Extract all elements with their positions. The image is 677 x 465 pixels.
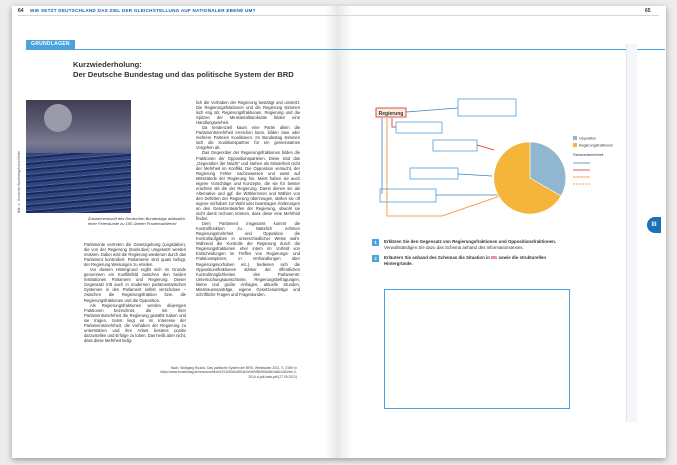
political-system-diagram [370, 96, 620, 231]
arrow-orange-2 [442, 196, 500, 216]
paragraph: Das Gegenüber der Regierungsfraktionen bilden die Fraktionen der Oppositionsparteien. Diese sind das „Gegenüber der Macht“ und stehen als Minderheit nicht der Mehrheit im Konflikt. Die Opposition versucht, der Regierung Fehler nachzuweisen und weist auf Missstände der Regierung hin. Meist haben sie auch eigene Vorschläge und Konzepte, die sie für besser erachten als die der Regierung. Damit dienen sie als Alternative und ggf. die Wählerinnen und Wähler von den Defiziten der Regierung überzeugen, stellen sie oft eigene Vorhaben zur Wahl oder beantragen Änderungen an den Gesetzentwürfen der Regierung, obwohl sie nicht damit rechnen können, dass diese eine Mehrheit finden. [196, 150, 300, 222]
arrow-to-top [406, 108, 458, 112]
blank-box-3 [410, 168, 458, 179]
paragraph: Dem Parlament insgesamt kommt die Kontrollfunktion zu. Natürlich nehmen Regierungsmehrheit und Opposition die Kontrollaufgaben in unterschiedlicher Weise wahr. Während die Kontrolle der Regierung durch die Regierungsfraktionen eher intern im Vorfeld von Entscheidungen im Treffen von Regierungs- und Fraktionsspitzen; in Verhandlungen über Regierungsvorhaben etc.), bedienen sich die Oppositionsfraktionen stärker der öffentlichen Kontrollmöglichkeiten des Parlaments: Untersuchungsausschüsse, Regierungsbefragungen, kleine und große Anfragen, aktuelle Stunden, Misstrauensanträge, eigene Gesetzesanträge und schriftliche Fragen und Fragestunden. [196, 221, 300, 297]
arrow-blue-2 [458, 174, 492, 176]
task-text: Erklären Sie den Gegensatz von Regierungsfraktionen und Oppositionsfraktionen. [384, 239, 556, 244]
section-badge: GRUNDLAGEN [26, 40, 75, 49]
task-number: 1 [372, 239, 379, 246]
blank-box-2 [433, 140, 477, 151]
legend-parlament-label: Parlamentsmehrheit [573, 153, 604, 157]
task-2 [372, 255, 572, 266]
paragraph: Parlamente vertreten die Gesetzgebung (Legislative), die von der Regierung (Exekutive) umgesetzt werden müssen. Dabei wird die Regierung wiederum durch das Parlament kontrolliert. Parlamente sind quasi befugt, der Regierung Weisungen zu erteilen. [84, 242, 186, 268]
right-page-number: 65 [645, 8, 651, 14]
legend-regierung-swatch [573, 143, 577, 147]
plenary-rows-image [26, 153, 131, 213]
blank-box-top [458, 99, 516, 116]
paragraph: Vor diesem Hintergrund ergibt sich im Grunde genommen ein Konfliktfeld zwischen den beiden Institutionen Parlament und Regierung. Dieser Gegensatz tritt auch in modernen parlamentarischen Systemen in den Parlament selbst verschoben – zwischen die Regierungsfraktion bzw. die Regierungsfraktionen und die Opposition. [84, 267, 186, 303]
section-rule [26, 49, 665, 50]
title-line-1: Kurzwiederholung: [73, 60, 142, 69]
text-column-2 [196, 100, 300, 362]
left-page-number: 64 [18, 8, 24, 14]
task-text-after: sowie die strukturellen Hintergründe. [384, 255, 547, 266]
blank-box-1 [396, 122, 442, 133]
answer-box[interactable] [384, 289, 570, 409]
paragraph: lich die Vorhaben der Regierung bestätigt und umsetzt. Die Regierungsfraktionen und die Regierung stimmen sich eng ab; Regierungsfraktionen, Regierung und die Spitzen der Ministerialbürokratie bilden eine Handlungseinheit. [196, 100, 300, 126]
task-list [372, 239, 572, 271]
regierung-label: Regierung [378, 110, 404, 117]
title-line-2: Der Deutsche Bundestag und das politische System der BRD [73, 69, 294, 79]
text-column-1 [84, 242, 186, 362]
arrow-red-2 [477, 145, 494, 150]
blank-box-4 [380, 189, 436, 202]
source-note: Nach: Wolfgang Rudzio, Das politische System der BRD, Wiesbaden 2011, S. 2189; in https://www.bundestag.de/resource/blob/197428/db18f94a7ef46935b9f04d8e3a6d1482/ein-2-2014-d-pdf-data.pdf (27.05.2021) [160, 366, 297, 379]
paragraph: Als Regierungsfraktionen werden diejenigen Fraktionen bezeichnet, die mit ihrer Parlamentsmehrheit die Regierung gewählt haben und sie tragen. Somit liegt es im Interesse der Parlamentsmehrheit, die Vorhaben der Regierung zu unterstützen und ihre Arbeit bestens positiv darzustellen und Erfolge zu loben. Das heißt aber nicht, dass diese Mehrheit ledig- [84, 302, 186, 343]
bundestag-photo [26, 100, 131, 213]
photo-credit: Bild: © Deutscher Bundestag/Achim Melde [17, 151, 21, 213]
federal-eagle-image [44, 104, 72, 132]
task-number: 2 [372, 255, 379, 262]
arrow-red-path [392, 118, 396, 127]
legend-opposition-label: Opposition [579, 136, 597, 141]
legend-opposition-swatch [573, 136, 577, 140]
page-title [73, 60, 333, 79]
task-1 [372, 239, 572, 250]
legend-regierung-label: Regierungsfraktionen [579, 143, 614, 148]
photo-caption: Zusammenkunft des Deutschen Bundestags anlässlich einer Feierstunde zu 100 Jahren Frauenwahlrecht [88, 216, 186, 226]
header-rule [18, 15, 659, 16]
paragraph: Da tendenziell kaum eine Partei allein die Parlamentsmehrheit erreichen kann, bilden zwei oder mehrere Parteien Koalitionen. Im Bundestag stimmen sich die Koalitionspartner für ein gemeinsames Vorgehen ab. [196, 125, 300, 151]
page-margin-strip [626, 44, 637, 422]
task-text-before: Erläutern Sie anhand des Schemas die Situation in [384, 255, 492, 261]
chapter-tab[interactable]: III [647, 217, 661, 233]
material-marker: M1 [491, 255, 498, 261]
running-title: WIE SETZT DEUTSCHLAND DAS ZIEL DER GLEICHSTELLUNG AUF NATIONALER EBENE UM? [30, 8, 256, 13]
task-hint: Verwollständigen Sie dazu das Schema anhand des Informationstextes. [384, 244, 524, 250]
